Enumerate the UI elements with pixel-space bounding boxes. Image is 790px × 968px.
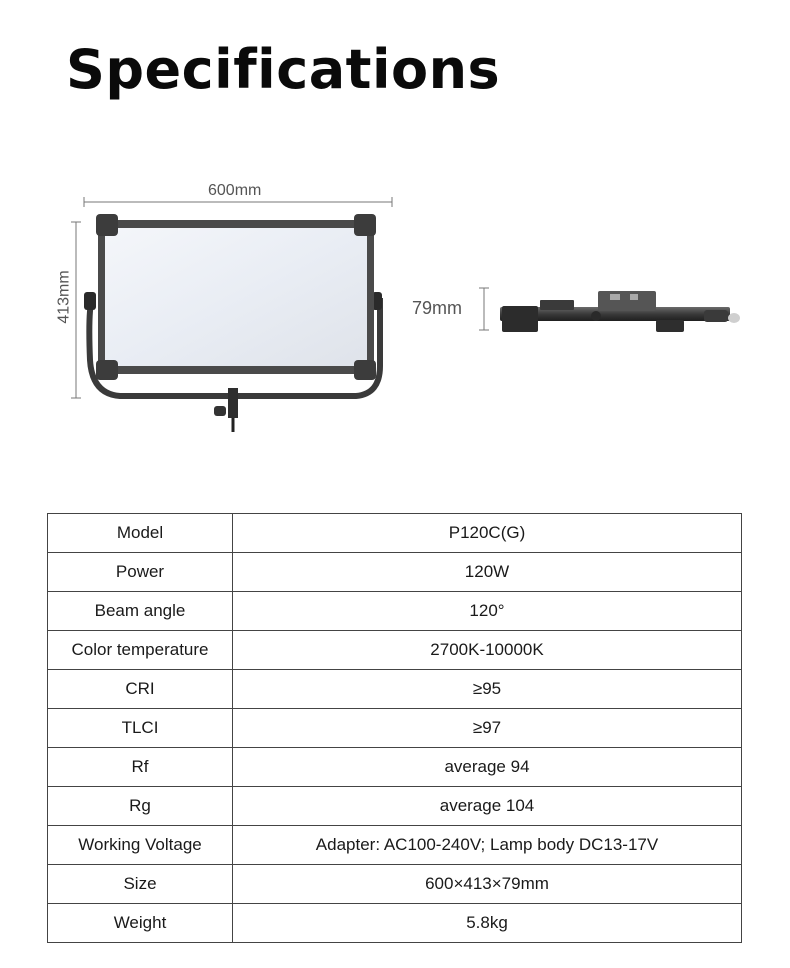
spec-label-weight: Weight	[48, 904, 233, 943]
spec-label-power: Power	[48, 553, 233, 592]
spec-label-working-voltage: Working Voltage	[48, 826, 233, 865]
spec-label-beam-angle: Beam angle	[48, 592, 233, 631]
spec-label-tlci: TLCI	[48, 709, 233, 748]
spec-value-beam-angle: 120°	[233, 592, 742, 631]
depth-dimension-line	[479, 288, 489, 330]
spec-label-color-temperature: Color temperature	[48, 631, 233, 670]
spec-value-model: P120C(G)	[233, 514, 742, 553]
spec-label-rf: Rf	[48, 748, 233, 787]
table-row	[48, 670, 742, 709]
spec-value-power: 120W	[233, 553, 742, 592]
spec-value-weight: 5.8kg	[233, 904, 742, 943]
table-row	[48, 826, 742, 865]
spec-label-size: Size	[48, 865, 233, 904]
height-dimension-label: 413mm	[55, 270, 73, 324]
spec-label-rg: Rg	[48, 787, 233, 826]
table-row	[48, 553, 742, 592]
table-row	[48, 631, 742, 670]
light-panel-front-view	[84, 214, 382, 432]
spec-value-working-voltage: Adapter: AC100-240V; Lamp body DC13-17V	[233, 826, 742, 865]
spec-label-model: Model	[48, 514, 233, 553]
spec-value-tlci: ≥97	[233, 709, 742, 748]
table-row	[48, 592, 742, 631]
spec-value-cri: ≥95	[233, 670, 742, 709]
table-row	[48, 514, 742, 553]
product-dimension-figure	[0, 170, 790, 440]
page-title: Specifications	[66, 38, 501, 101]
width-dimension-label: 600mm	[208, 182, 262, 199]
spec-value-color-temperature: 2700K-10000K	[233, 631, 742, 670]
spec-value-rg: average 104	[233, 787, 742, 826]
table-row	[48, 904, 742, 943]
depth-dimension-label: 79mm	[412, 298, 463, 318]
table-row	[48, 748, 742, 787]
product-illustration	[0, 170, 790, 440]
table-row	[48, 709, 742, 748]
table-row	[48, 865, 742, 904]
spec-value-rf: average 94	[233, 748, 742, 787]
spec-label-cri: CRI	[48, 670, 233, 709]
light-panel-side-view	[500, 291, 740, 332]
table-row	[48, 787, 742, 826]
spec-value-size: 600×413×79mm	[233, 865, 742, 904]
spec-table	[47, 513, 742, 943]
